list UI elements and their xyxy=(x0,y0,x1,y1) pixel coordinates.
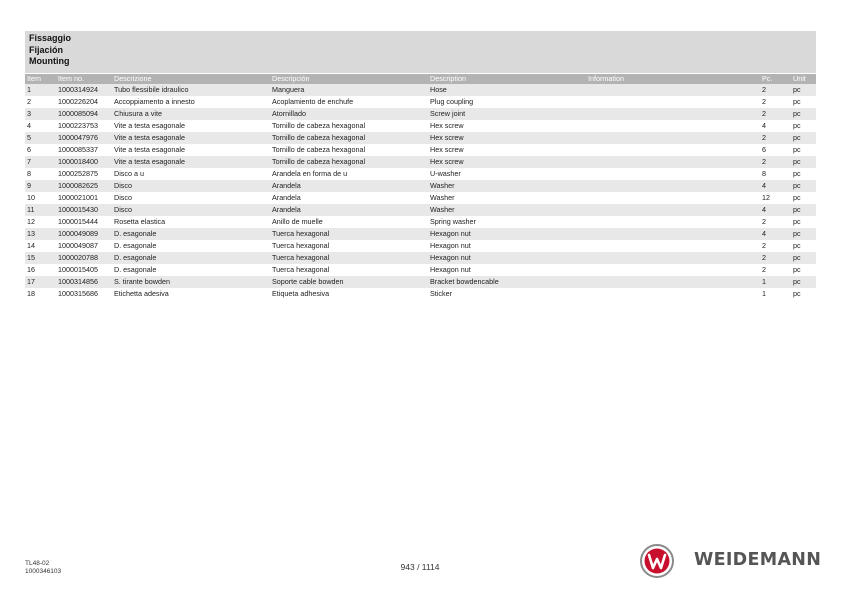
cell-item-no: 1000314856 xyxy=(56,276,112,288)
cell-descr-it: Vite a testa esagonale xyxy=(112,156,270,168)
cell-descr-es: Soporte cable bowden xyxy=(270,276,428,288)
cell-descr-en: Hex screw xyxy=(430,145,464,154)
title-italian: Fissaggio xyxy=(29,33,72,43)
col-header-descr-es: Descripción xyxy=(270,74,428,84)
cell-pc: 2 xyxy=(760,156,791,168)
cell-item: 12 xyxy=(27,217,35,226)
cell-unit: pc xyxy=(793,145,801,154)
cell-descr-es: Arandela xyxy=(270,180,428,192)
cell-item: 10 xyxy=(27,193,35,202)
title-spanish: Fijación xyxy=(29,44,64,55)
cell-item: 11 xyxy=(25,204,56,216)
col-header-descr-it: Descrizione xyxy=(112,74,270,84)
cell-item-no: 1000047976 xyxy=(56,132,112,144)
table-row xyxy=(25,84,816,96)
cell-descr-en: Hexagon nut xyxy=(428,228,586,240)
cell-information xyxy=(586,240,760,252)
cell-information xyxy=(586,216,760,228)
cell-descr-es: Etiqueta adhesiva xyxy=(272,289,330,298)
section-title-box xyxy=(25,31,816,73)
cell-item: 6 xyxy=(27,145,31,154)
cell-unit: pc xyxy=(791,276,816,288)
col-header-pc: Pc. xyxy=(760,74,791,84)
cell-unit: pc xyxy=(791,228,816,240)
cell-descr-es: Anillo de muelle xyxy=(272,217,323,226)
cell-unit: pc xyxy=(793,289,801,298)
cell-pc: 6 xyxy=(762,145,766,154)
cell-information xyxy=(586,132,760,144)
table-row xyxy=(25,192,816,204)
cell-item-no: 1000018400 xyxy=(56,156,112,168)
table-body xyxy=(25,84,816,300)
cell-information xyxy=(586,156,760,168)
table-row xyxy=(25,216,816,228)
cell-descr-es: Arandela xyxy=(272,193,301,202)
cell-information xyxy=(586,264,760,276)
cell-descr-es: Tornillo de cabeza hexagonal xyxy=(270,132,428,144)
cell-unit: pc xyxy=(793,121,801,130)
cell-information xyxy=(586,252,760,264)
cell-information xyxy=(586,168,760,180)
table-row xyxy=(25,120,816,132)
cell-item-no: 1000314924 xyxy=(56,84,112,96)
cell-pc: 4 xyxy=(760,228,791,240)
cell-descr-it: D. esagonale xyxy=(114,241,157,250)
cell-descr-en: Hexagon nut xyxy=(428,252,586,264)
cell-pc: 12 xyxy=(762,193,770,202)
cell-unit: pc xyxy=(793,241,801,250)
cell-item: 16 xyxy=(27,265,35,274)
table-row xyxy=(25,156,816,168)
table-row xyxy=(25,144,816,156)
cell-descr-en: Hexagon nut xyxy=(430,241,471,250)
cell-descr-es: Arandela xyxy=(270,204,428,216)
cell-item-no: 1000021001 xyxy=(58,193,98,202)
table-row xyxy=(25,132,816,144)
cell-item: 4 xyxy=(27,121,31,130)
table-row xyxy=(25,204,816,216)
cell-descr-en: Screw joint xyxy=(428,108,586,120)
cell-unit: pc xyxy=(793,97,801,106)
cell-pc: 2 xyxy=(760,108,791,120)
cell-item: 9 xyxy=(25,180,56,192)
cell-unit: pc xyxy=(791,204,816,216)
table-row xyxy=(25,228,816,240)
cell-descr-en: Washer xyxy=(430,193,455,202)
table-row xyxy=(25,168,816,180)
cell-information xyxy=(586,84,760,96)
cell-unit: pc xyxy=(791,180,816,192)
cell-descr-it: Disco xyxy=(112,204,270,216)
brand-name: WEIDEMANN xyxy=(694,550,822,570)
cell-descr-en: Hexagon nut xyxy=(430,265,471,274)
table-row xyxy=(25,96,816,108)
cell-information xyxy=(586,120,760,132)
cell-item: 18 xyxy=(27,289,35,298)
cell-descr-en: U-washer xyxy=(430,169,461,178)
cell-unit: pc xyxy=(791,132,816,144)
cell-descr-es: Tuerca hexagonal xyxy=(270,228,428,240)
cell-pc: 1 xyxy=(760,276,791,288)
cell-descr-it: Etichetta adesiva xyxy=(114,289,169,298)
cell-item-no: 1000015405 xyxy=(58,265,98,274)
cell-unit: pc xyxy=(793,265,801,274)
cell-descr-en: Sticker xyxy=(430,289,452,298)
table-row xyxy=(25,240,816,252)
cell-pc: 8 xyxy=(762,169,766,178)
cell-descr-es: Manguera xyxy=(270,84,428,96)
cell-descr-it: Tubo flessibile idraulico xyxy=(112,84,270,96)
cell-item-no: 1000315686 xyxy=(58,289,98,298)
cell-descr-it: Disco a u xyxy=(114,169,144,178)
cell-descr-en: Hose xyxy=(428,84,586,96)
doc-code: TL48-02 xyxy=(25,560,50,567)
cell-item: 2 xyxy=(27,97,31,106)
cell-item: 14 xyxy=(27,241,35,250)
cell-descr-it: Accoppiamento a innesto xyxy=(114,97,195,106)
cell-information xyxy=(586,228,760,240)
cell-information xyxy=(586,288,760,300)
cell-item: 15 xyxy=(25,252,56,264)
cell-item-no: 1000015430 xyxy=(56,204,112,216)
cell-descr-it: D. esagonale xyxy=(112,228,270,240)
col-header-information: Information xyxy=(586,74,760,84)
cell-pc: 2 xyxy=(760,84,791,96)
cell-information xyxy=(586,180,760,192)
cell-descr-es: Tuerca hexagonal xyxy=(272,241,330,250)
cell-descr-es: Acoplamiento de enchufe xyxy=(272,97,354,106)
weidemann-logo xyxy=(638,544,822,578)
cell-information xyxy=(586,108,760,120)
cell-pc: 2 xyxy=(762,241,766,250)
cell-descr-en: Hex screw xyxy=(430,121,464,130)
cell-information xyxy=(586,204,760,216)
cell-descr-it: Vite a testa esagonale xyxy=(114,145,185,154)
cell-pc: 4 xyxy=(762,121,766,130)
page-number: 943 / 1114 xyxy=(400,562,440,572)
cell-descr-it: Vite a testa esagonale xyxy=(112,132,270,144)
cell-item: 13 xyxy=(25,228,56,240)
cell-item: 17 xyxy=(25,276,56,288)
cell-descr-en: Spring washer xyxy=(430,217,476,226)
cell-information xyxy=(586,276,760,288)
cell-item-no: 1000082625 xyxy=(56,180,112,192)
cell-pc: 2 xyxy=(762,217,766,226)
cell-item: 8 xyxy=(27,169,31,178)
cell-unit: pc xyxy=(793,169,801,178)
cell-unit: pc xyxy=(791,156,816,168)
cell-pc: 1 xyxy=(762,289,766,298)
cell-unit: pc xyxy=(791,84,816,96)
cell-pc: 2 xyxy=(760,132,791,144)
cell-descr-es: Tornillo de cabeza hexagonal xyxy=(272,145,366,154)
cell-descr-en: Plug coupling xyxy=(430,97,474,106)
col-header-unit: Unit xyxy=(791,74,816,84)
cell-pc: 2 xyxy=(762,265,766,274)
cell-information xyxy=(586,192,760,204)
cell-item-no: 1000252875 xyxy=(58,169,98,178)
cell-pc: 4 xyxy=(760,180,791,192)
footer-doc-info xyxy=(25,560,61,576)
cell-descr-es: Tornillo de cabeza hexagonal xyxy=(272,121,366,130)
cell-descr-it: Vite a testa esagonale xyxy=(114,121,185,130)
table-row xyxy=(25,252,816,264)
cell-pc: 2 xyxy=(762,97,766,106)
cell-descr-es: Tuerca hexagonal xyxy=(272,265,330,274)
cell-item-no: 1000226204 xyxy=(58,97,98,106)
cell-descr-it: Disco xyxy=(112,180,270,192)
parts-table xyxy=(25,74,816,300)
cell-descr-es: Tornillo de cabeza hexagonal xyxy=(270,156,428,168)
cell-item: 7 xyxy=(25,156,56,168)
cell-information xyxy=(586,144,760,156)
cell-descr-en: Washer xyxy=(428,204,586,216)
cell-descr-en: Washer xyxy=(428,180,586,192)
cell-descr-it: S. tirante bowden xyxy=(112,276,270,288)
col-header-item: Item xyxy=(25,74,56,84)
cell-descr-en: Hex screw xyxy=(428,156,586,168)
cell-pc: 2 xyxy=(760,252,791,264)
table-row xyxy=(25,108,816,120)
cell-descr-es: Atornillado xyxy=(270,108,428,120)
cell-item-no: 1000085094 xyxy=(56,108,112,120)
cell-descr-it: Disco xyxy=(114,193,132,202)
col-header-descr-en: Description xyxy=(428,74,586,84)
table-row xyxy=(25,288,816,300)
cell-unit: pc xyxy=(793,193,801,202)
cell-descr-it: Chiusura a vite xyxy=(112,108,270,120)
cell-item: 5 xyxy=(25,132,56,144)
table-row xyxy=(25,180,816,192)
table-row xyxy=(25,264,816,276)
cell-descr-es: Tuerca hexagonal xyxy=(270,252,428,264)
cell-unit: pc xyxy=(793,217,801,226)
cell-descr-it: D. esagonale xyxy=(112,252,270,264)
cell-item-no: 1000085337 xyxy=(58,145,98,154)
cell-information xyxy=(586,96,760,108)
title-english: Mounting xyxy=(29,56,70,66)
table-row xyxy=(25,276,816,288)
weidemann-emblem-icon xyxy=(640,544,676,578)
doc-number: 1000346103 xyxy=(25,568,62,575)
cell-descr-es: Arandela en forma de u xyxy=(272,169,348,178)
cell-descr-en: Hex screw xyxy=(428,132,586,144)
cell-descr-it: Rosetta elastica xyxy=(114,217,166,226)
col-header-item-no: Item no. xyxy=(56,74,112,84)
cell-unit: pc xyxy=(791,252,816,264)
cell-item: 3 xyxy=(25,108,56,120)
cell-unit: pc xyxy=(791,108,816,120)
cell-item-no: 1000049089 xyxy=(56,228,112,240)
table-header-row xyxy=(25,74,816,84)
cell-descr-en: Bracket bowdencable xyxy=(428,276,586,288)
cell-descr-it: D. esagonale xyxy=(114,265,157,274)
cell-pc: 4 xyxy=(760,204,791,216)
cell-item: 1 xyxy=(25,84,56,96)
cell-item-no: 1000049087 xyxy=(58,241,98,250)
cell-item-no: 1000223753 xyxy=(58,121,98,130)
cell-item-no: 1000015444 xyxy=(58,217,98,226)
cell-item-no: 1000020788 xyxy=(56,252,112,264)
